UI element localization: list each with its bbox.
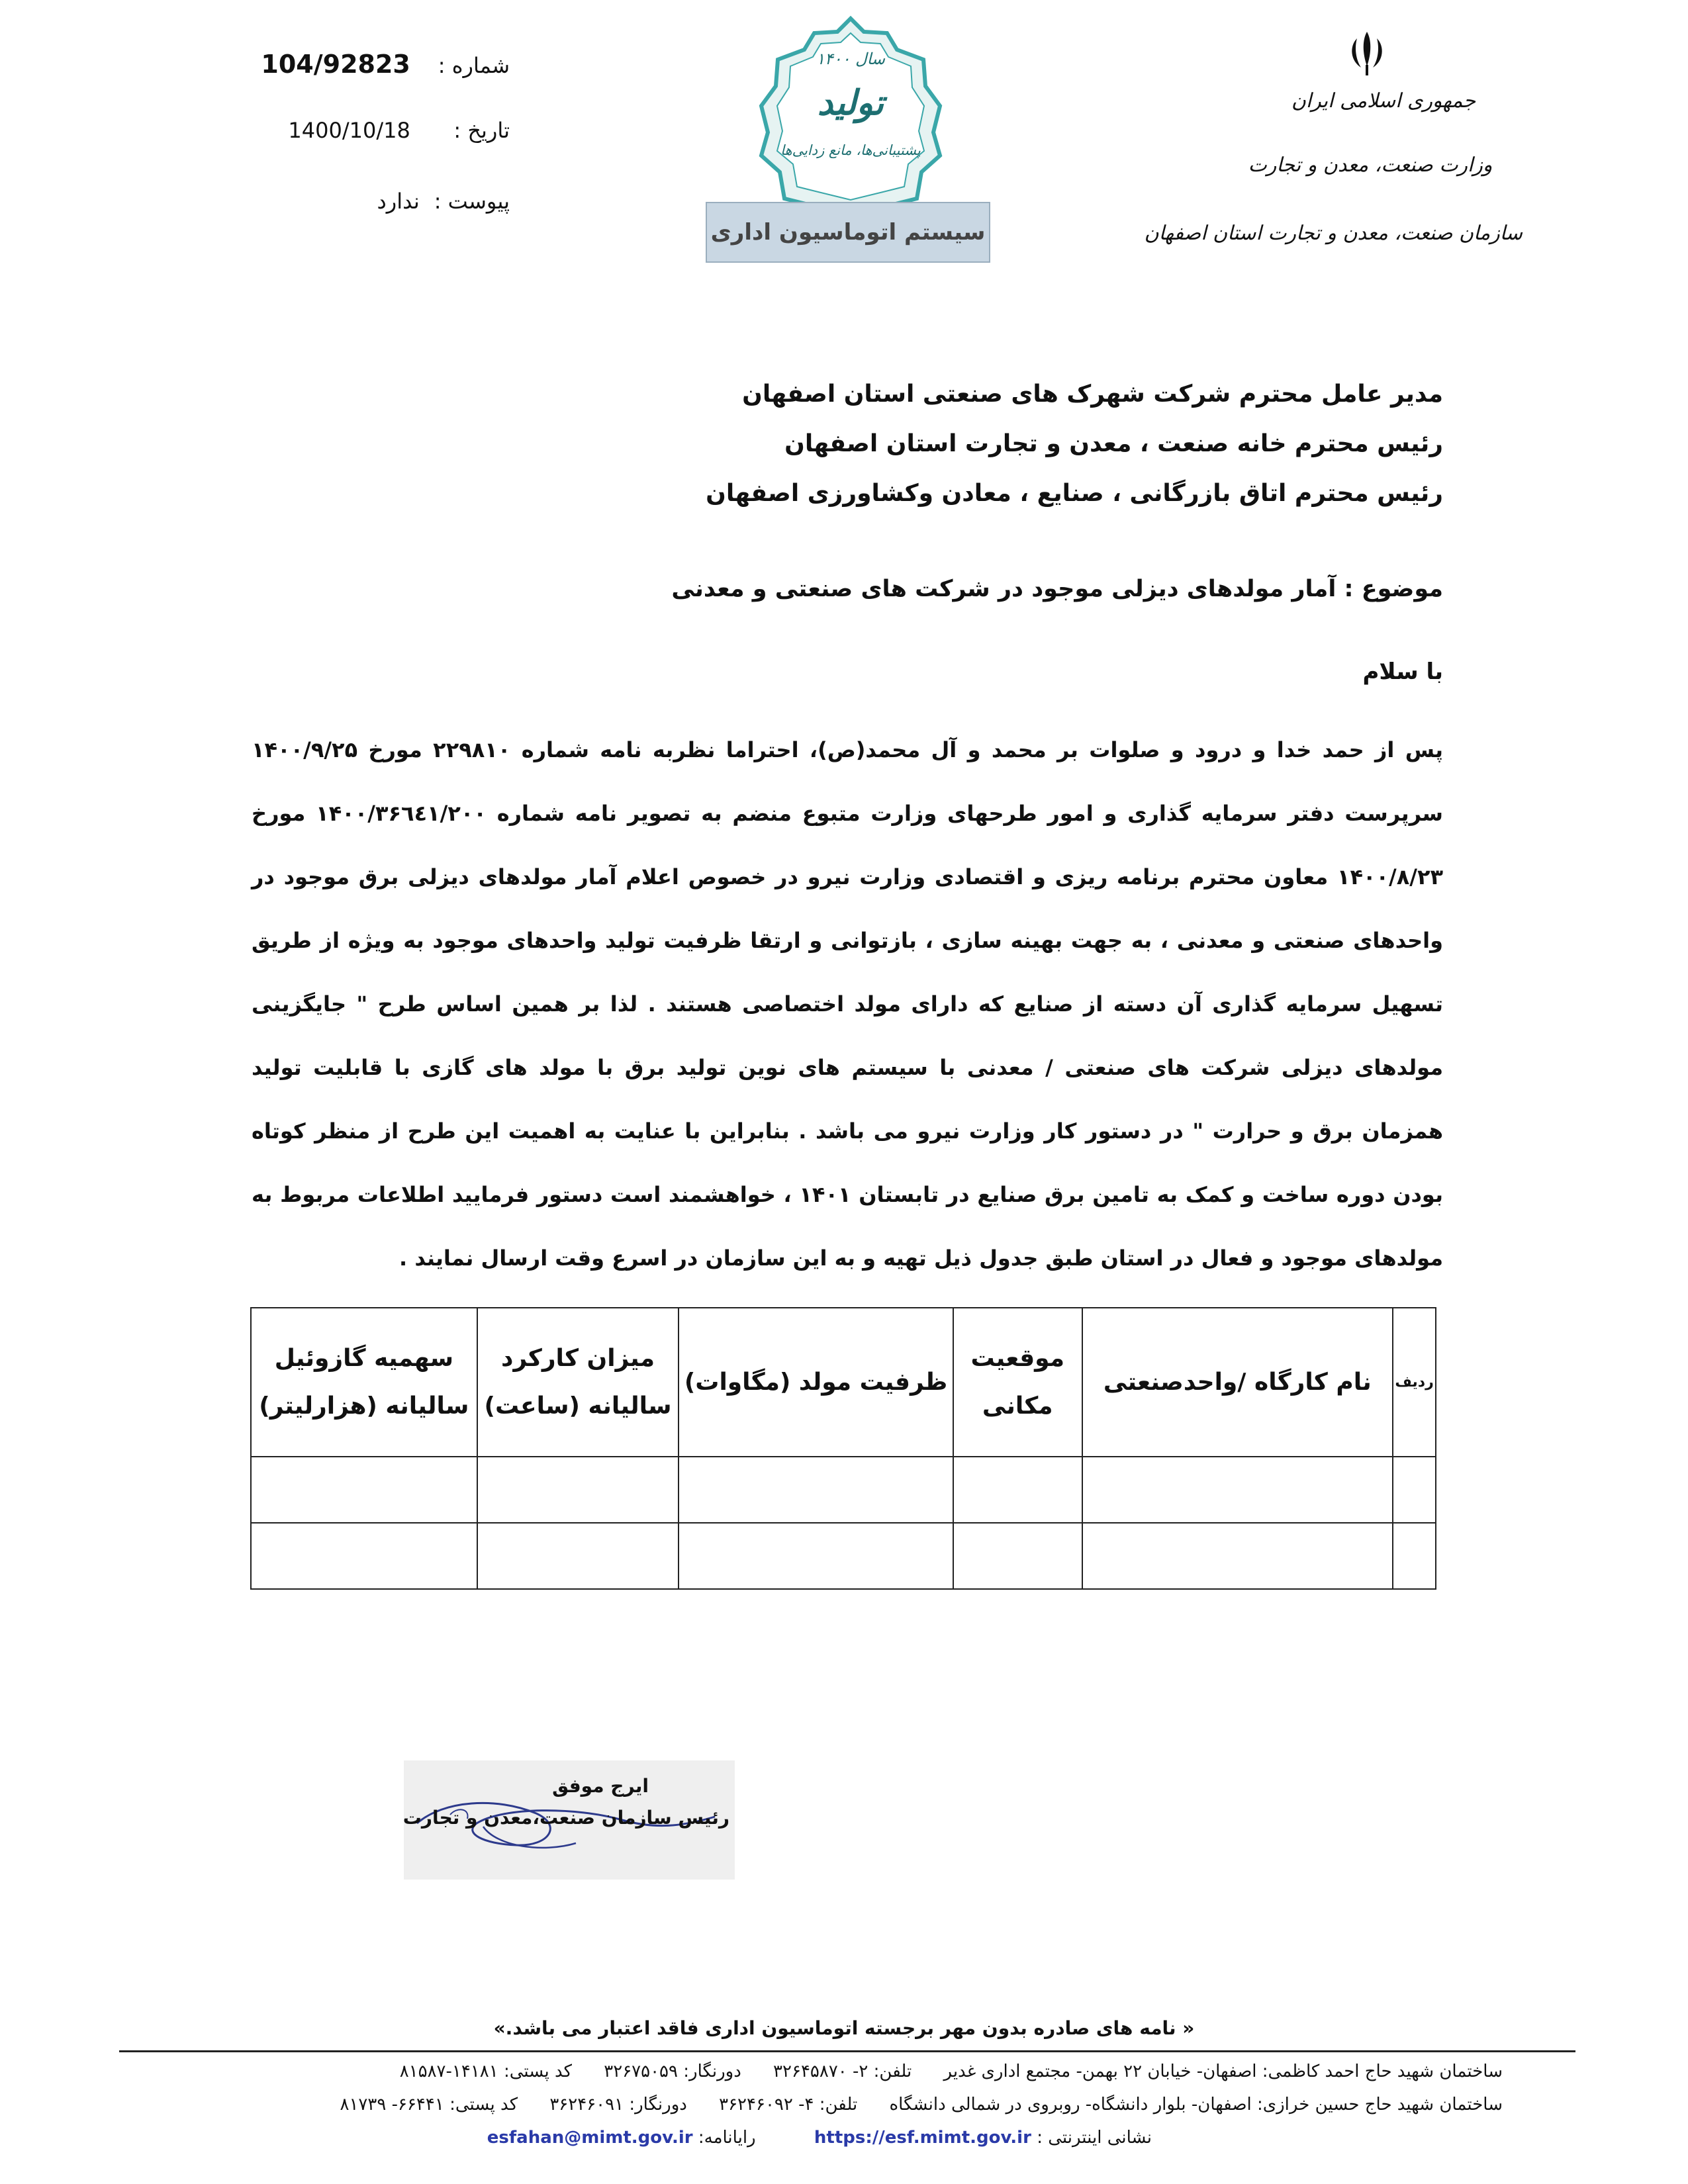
automation-system-label: سیستم اتوماسیون اداری: [706, 202, 990, 263]
footer-address-2: ساختمان شهید حاج حسین خرازی: اصفهان- بلوار دانشگاه- روبروی در شمالی دانشگاه: [889, 2095, 1503, 2115]
footer-address-line-1: [400, 2062, 1503, 2081]
footer-validity-note: « نامه های صادره بدون مهر برجسته اتوماسیون اداری فاقد اعتبار می باشد.»: [493, 2017, 1195, 2039]
col-row-number: ردیف: [1393, 1308, 1436, 1457]
letter-subject: موضوع : آمار مولدهای دیزلی موجود در شرکت های صنعتی و معدنی: [671, 576, 1443, 602]
col-annual-hours-line1: میزان کارکرد: [501, 1344, 655, 1372]
footer-website-label: نشانی اینترنتی :: [1037, 2128, 1152, 2148]
footer-website-link[interactable]: https://esf.mimt.gov.ir: [814, 2128, 1031, 2148]
footer-email-link[interactable]: esfahan@mimt.gov.ir: [487, 2128, 693, 2148]
letter-date-label: تاریخ :: [453, 118, 510, 143]
table-cell: [953, 1457, 1082, 1523]
table-cell: [679, 1523, 953, 1589]
footer-email-label: رایانامه:: [698, 2128, 756, 2148]
footer-divider: [119, 2050, 1575, 2052]
footer-contact-line: [487, 2128, 1152, 2148]
footer-fax-2: دورنگار: ۳۶۲۴۶۰۹۱: [549, 2095, 687, 2115]
letter-number-label: شماره :: [438, 53, 510, 78]
letter-greeting: با سلام: [1362, 659, 1443, 685]
signatory-title: رئیس سازمان صنعت،معدن و تجارت: [402, 1807, 729, 1829]
table-cell: [251, 1523, 477, 1589]
letter-attachment-value: ندارد: [377, 189, 420, 214]
letter-number-row: [238, 50, 510, 79]
table-cell: [1082, 1457, 1393, 1523]
addressee-2: رئیس محترم خانه صنعت ، معدن و تجارت استان اصفهان: [784, 430, 1443, 457]
table-row: [251, 1457, 1436, 1523]
badge-word: تولید: [817, 83, 884, 123]
letter-date-row: [238, 118, 510, 143]
col-diesel-quota-line2: سالیانه (هزارلیتر): [259, 1392, 469, 1420]
col-location-line1: موقعیت: [970, 1344, 1065, 1372]
ministry-name: وزارت صنعت، معدن و تجارت: [1248, 154, 1493, 177]
signatory-name: ایرج موفق: [552, 1775, 649, 1797]
letter-body: پس از حمد خدا و درود و صلوات بر محمد و آل محمد(ص)، احتراما نظربه نامه شماره ۲۲۹۸۱۰ مورخ ۱۴۰۰/۹/۲۵ سرپرست دفتر سرمایه گذاری و امور طرحهای وزارت متبوع منضم به تصویر نامه شماره ۱۴۰۰/۳۶٦٤۱/۲۰۰ مورخ ۱۴۰۰/۸/۲۳ معاون محترم برنامه ریزی و اقتصادی وزارت نیرو در خصوص اعلام آمار مولدهای دیزلی برق موجود در واحدهای صنعتی و معدنی ، به جهت بهینه سازی ، بازتوانی و ارتقا ظرفیت تولید واحدهای موجود به ویژه از طریق تسهیل سرمایه گذاری آن دسته از صنایع که دارای مولد اختصاصی هستند . لذا بر همین اساس طرح " جایگزینی مولدهای دیزلی شرکت های صنعتی / معدنی با سیستم های نوین تولید برق با مولد های گازی با قابلیت تولید همزمان برق و حرارت " در دستور کار وزارت نیرو می باشد . بنابراین با عنایت به اهمیت این طرح از منظر کوتاه بودن دوره ساخت و کمک به تامین برق صنایع در تابستان ۱۴۰۱ ، خواهشمند است دستور فرمایید اطلاعات مربوط به مولدهای موجود و فعال در استان طبق جدول ذیل تهیه و به این سازمان در اسرع وقت ارسال نمایند .: [252, 737, 1444, 1271]
col-diesel-quota-line1: سهمیه گازوئیل: [274, 1344, 453, 1372]
table-cell: [1082, 1523, 1393, 1589]
col-annual-hours-line2: سالیانه (ساعت): [484, 1392, 672, 1420]
letter-attachment-row: [238, 189, 510, 214]
footer-address-1: ساختمان شهید حاج احمد کاظمی: اصفهان- خیابان ۲۲ بهمن- مجتمع اداری غدیر: [943, 2062, 1503, 2081]
table-cell: [953, 1523, 1082, 1589]
table-cell: [1393, 1523, 1436, 1589]
badge-year: سال ۱۴۰۰: [816, 50, 886, 68]
generators-table: [250, 1307, 1436, 1590]
organization-name: سازمان صنعت، معدن و تجارت استان اصفهان: [1144, 222, 1523, 245]
signature-block: [404, 1760, 735, 1880]
table-cell: [251, 1457, 477, 1523]
col-workshop-name: نام کارگاه /واحدصنعتی: [1082, 1308, 1393, 1457]
addressee-1: مدیر عامل محترم شرکت شهرک های صنعتی استان اصفهان: [742, 381, 1443, 408]
addressee-3: رئیس محترم اتاق بازرگانی ، صنایع ، معادن وکشاورزی اصفهان: [706, 480, 1443, 507]
letter-attachment-label: پیوست :: [434, 189, 510, 214]
table-cell: [679, 1457, 953, 1523]
letter-date-value: 1400/10/18: [288, 118, 410, 143]
table-cell: [1393, 1457, 1436, 1523]
table-cell: [477, 1457, 679, 1523]
footer-address-line-2: [340, 2095, 1503, 2115]
col-annual-hours: [477, 1308, 679, 1457]
letter-number-value: 104/92823: [261, 50, 410, 79]
footer-postal-1: کد پستی: ۱۴۱۸۱-۸۱۵۸۷: [399, 2062, 572, 2081]
table-header-row: [251, 1308, 1436, 1457]
footer-fax-1: دورنگار: ۳۲۶۷۵۰۵۹: [604, 2062, 741, 2081]
table-row: [251, 1523, 1436, 1589]
col-capacity: ظرفیت مولد (مگاوات): [679, 1308, 953, 1457]
country-name: جمهوری اسلامی ایران: [1291, 89, 1476, 113]
col-location-line2: مکانی: [982, 1392, 1053, 1420]
footer-postal-2: کد پستی: ۶۶۴۴۱- ۸۱۷۳۹: [340, 2095, 518, 2115]
table-cell: [477, 1523, 679, 1589]
badge-slogan: پشتیبانی‌ها، مانع زدایی‌ها: [780, 142, 921, 158]
iran-emblem-icon: [1337, 26, 1397, 79]
footer-phone-1: تلفن: ۲- ۳۲۶۴۵۸۷۰: [773, 2062, 912, 2081]
col-diesel-quota: [251, 1308, 477, 1457]
footer-phone-2: تلفن: ۴- ۳۶۲۴۶۰۹۲: [719, 2095, 858, 2115]
col-location: [953, 1308, 1082, 1457]
